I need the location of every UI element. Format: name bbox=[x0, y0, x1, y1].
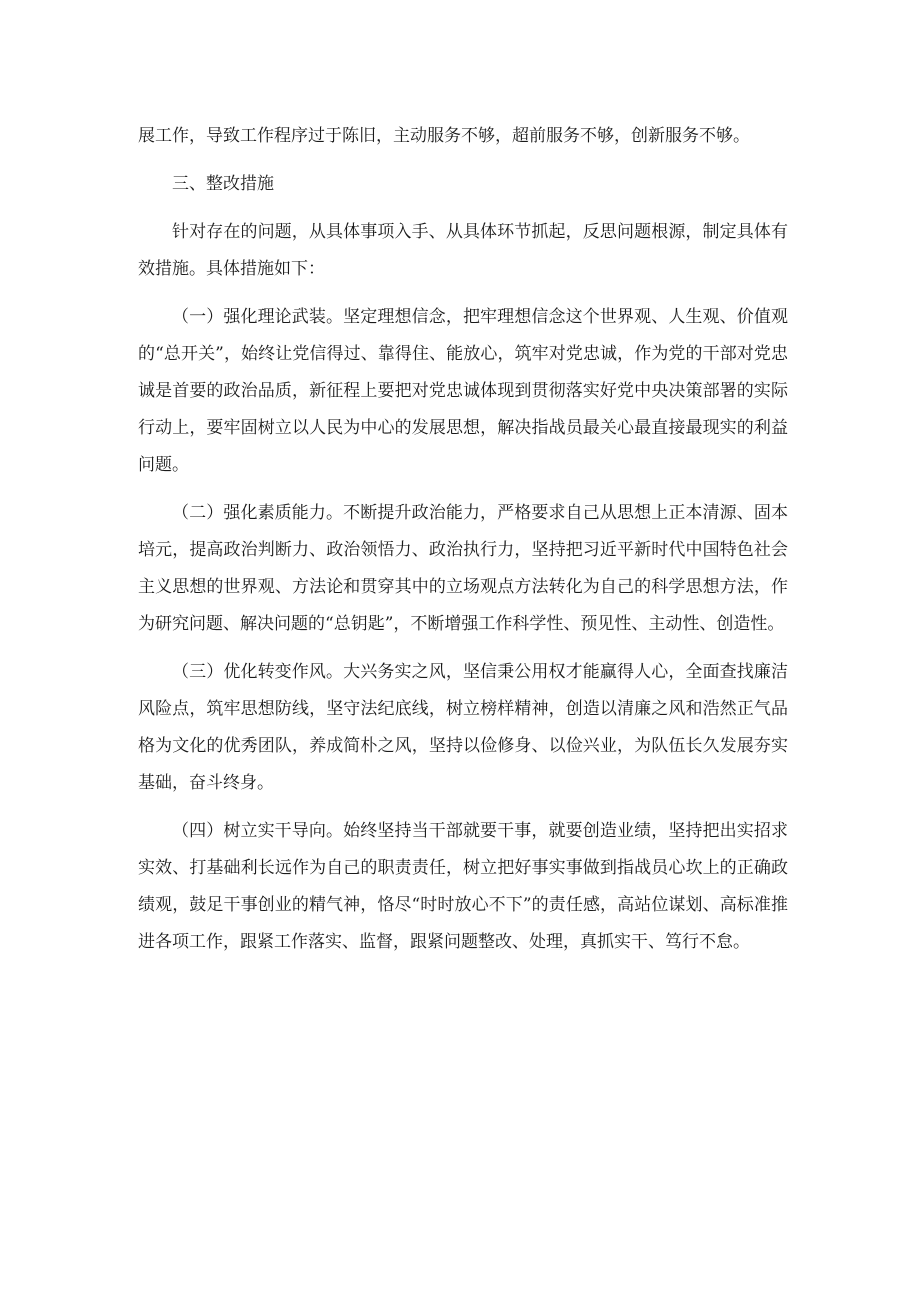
document-page bbox=[138, 118, 788, 972]
measure-paragraph-3: （三）优化转变作风。大兴务实之风，坚信秉公用权才能赢得人心，全面查找廉洁风险点，筑牢思想防线，坚守法纪底线，树立榜样精神，创造以清廉之风和浩然正气品格为文化的优秀团队，养成简朴之风，坚持以俭修身、以俭兴业，为队伍长久发展夯实基础，奋斗终身。 bbox=[138, 662, 788, 793]
continuation-paragraph: 展工作，导致工作程序过于陈旧，主动服务不够，超前服务不够，创新服务不够。 bbox=[138, 126, 750, 146]
measure-paragraph-2: （二）强化素质能力。不断提升政治能力，严格要求自己从思想上正本清源、固本培元，提高政治判断力、政治领悟力、政治执行力，坚持把习近平新时代中国特色社会主义思想的世界观、方法论和贯穿其中的立场观点方法转化为自己的科学思想方法，作为研究问题、解决问题的“总钥匙”，不断增强工作科学性、预见性、主动性、创造性。 bbox=[138, 503, 788, 634]
intro-paragraph: 针对存在的问题，从具体事项入手、从具体环节抓起，反思问题根源，制定具体有效措施。具体措施如下： bbox=[138, 222, 788, 279]
section-heading: 三、整改措施 bbox=[172, 174, 274, 194]
measure-paragraph-4: （四）树立实干导向。始终坚持当干部就要干事，就要创造业绩，坚持把出实招求实效、打基础利长远作为自己的职责责任，树立把好事实事做到指战员心坎上的正确政绩观，鼓足干事创业的精气神，恪尽“时时放心不下”的责任感，高站位谋划、高标准推进各项工作，跟紧工作落实、监督，跟紧问题整改、处理，真抓实干、笃行不怠。 bbox=[138, 821, 788, 952]
measure-paragraph-1: （一）强化理论武装。坚定理想信念，把牢理想信念这个世界观、人生观、价值观的“总开关”，始终让党信得过、靠得住、能放心，筑牢对党忠诚，作为党的干部对党忠诚是首要的政治品质，新征程上要把对党忠诚体现到贯彻落实好党中央决策部署的实际行动上，要牢固树立以人民为中心的发展思想，解决指战员最关心最直接最现实的利益问题。 bbox=[138, 307, 788, 475]
